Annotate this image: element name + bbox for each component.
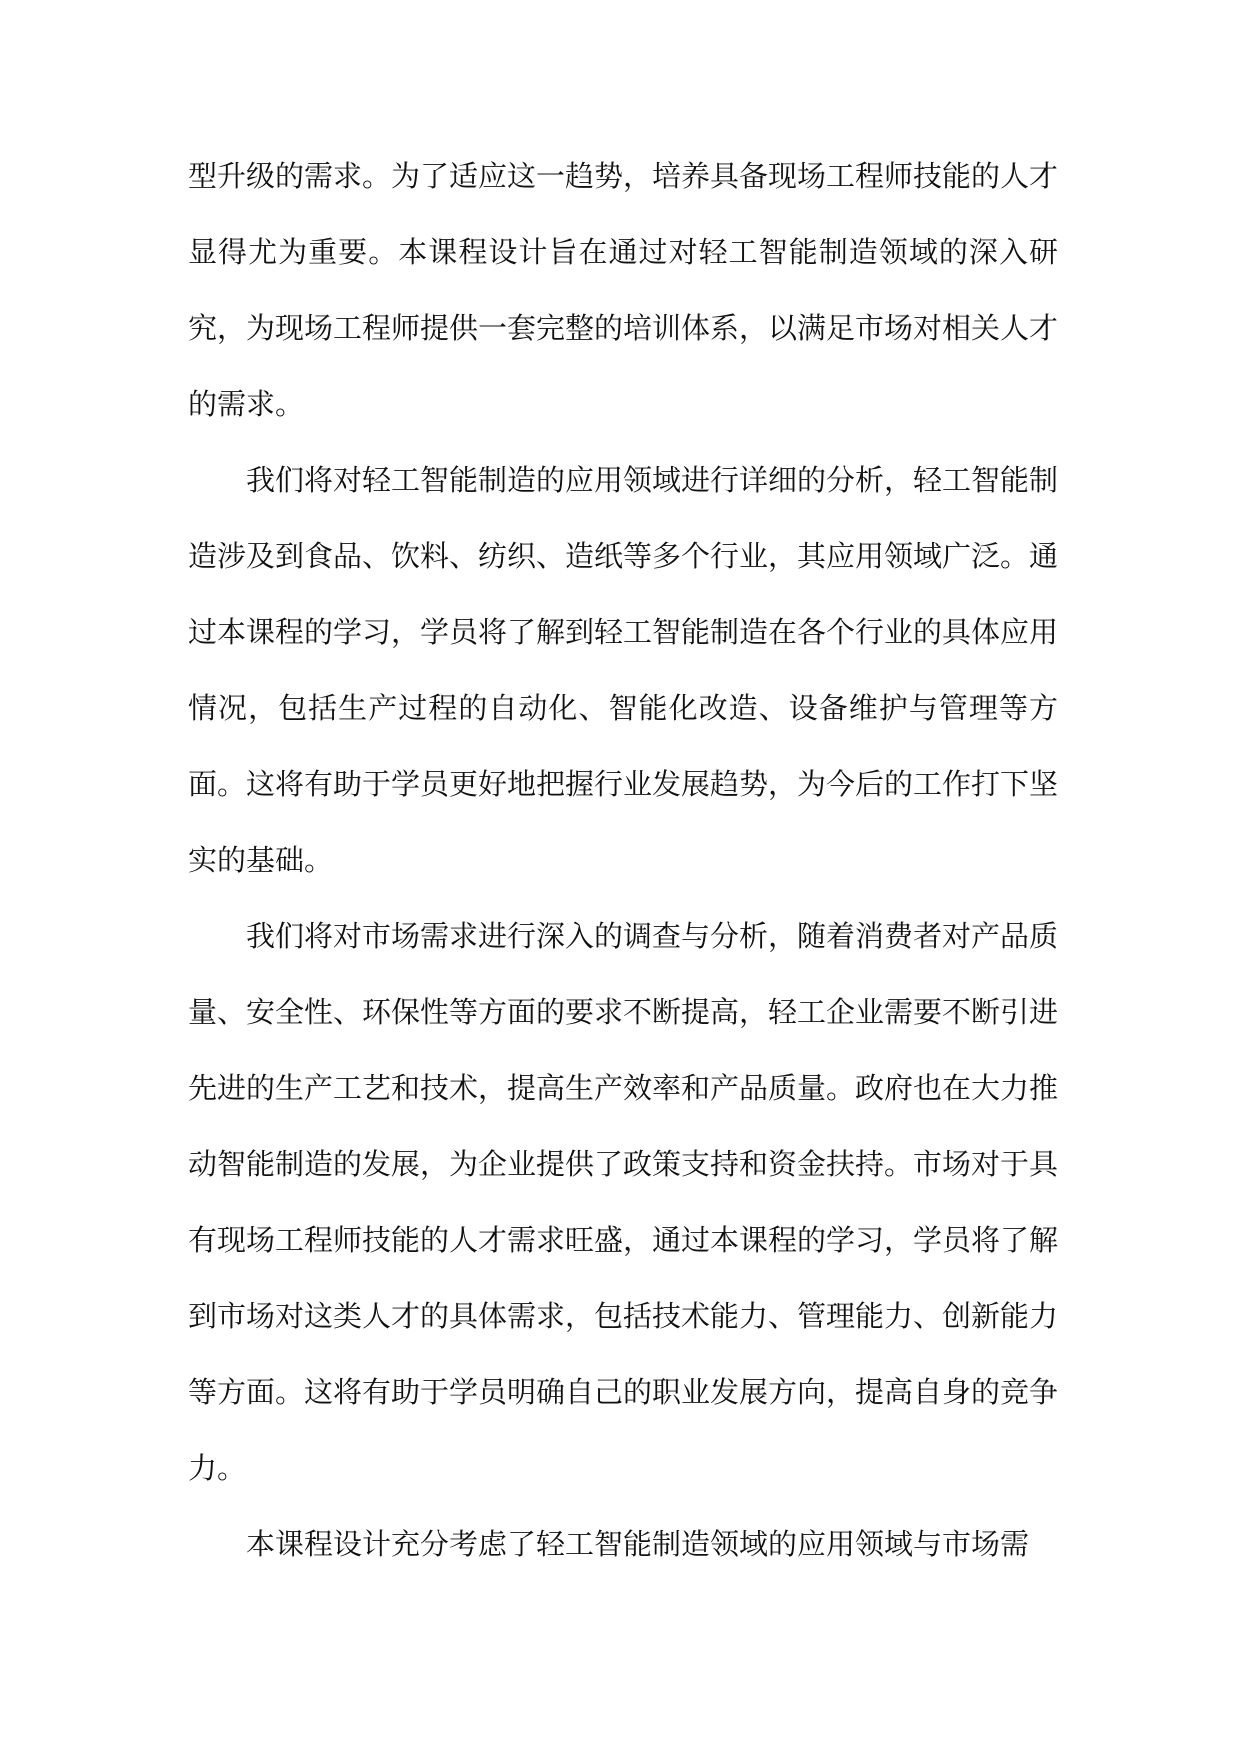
paragraph: 本课程设计充分考虑了轻工智能制造领域的应用领域与市场需: [246, 1527, 1030, 1561]
paragraph: 型升级的需求。为了适应这一趋势，培养具备现场工程师技能的人才显得尤为重要。本课程设计旨在通过对轻工智能制造领域的深入研究，为现场工程师提供一套完整的培训体系，以满足市场对相关人才的需求。: [188, 159, 1059, 421]
paragraph: 我们将对市场需求进行深入的调查与分析，随着消费者对产品质量、安全性、环保性等方面的要求不断提高，轻工企业需要不断引进先进的生产工艺和技术，提高生产效率和产品质量。政府也在大力推动智能制造的发展，为企业提供了政策支持和资金扶持。市场对于具有现场工程师技能的人才需求旺盛，通过本课程的学习，学员将了解到市场对这类人才的具体需求，包括技术能力、管理能力、创新能力等方面。这将有助于学员明确自己的职业发展方向，提高自身的竞争力。: [188, 919, 1059, 1485]
paragraph: 我们将对轻工智能制造的应用领域进行详细的分析，轻工智能制造涉及到食品、饮料、纺织、造纸等多个行业，其应用领域广泛。通过本课程的学习，学员将了解到轻工智能制造在各个行业的具体应用情况，包括生产过程的自动化、智能化改造、设备维护与管理等方面。这将有助于学员更好地把握行业发展趋势，为今后的工作打下坚实的基础。: [188, 463, 1059, 877]
body-text: [188, 138, 1058, 1582]
